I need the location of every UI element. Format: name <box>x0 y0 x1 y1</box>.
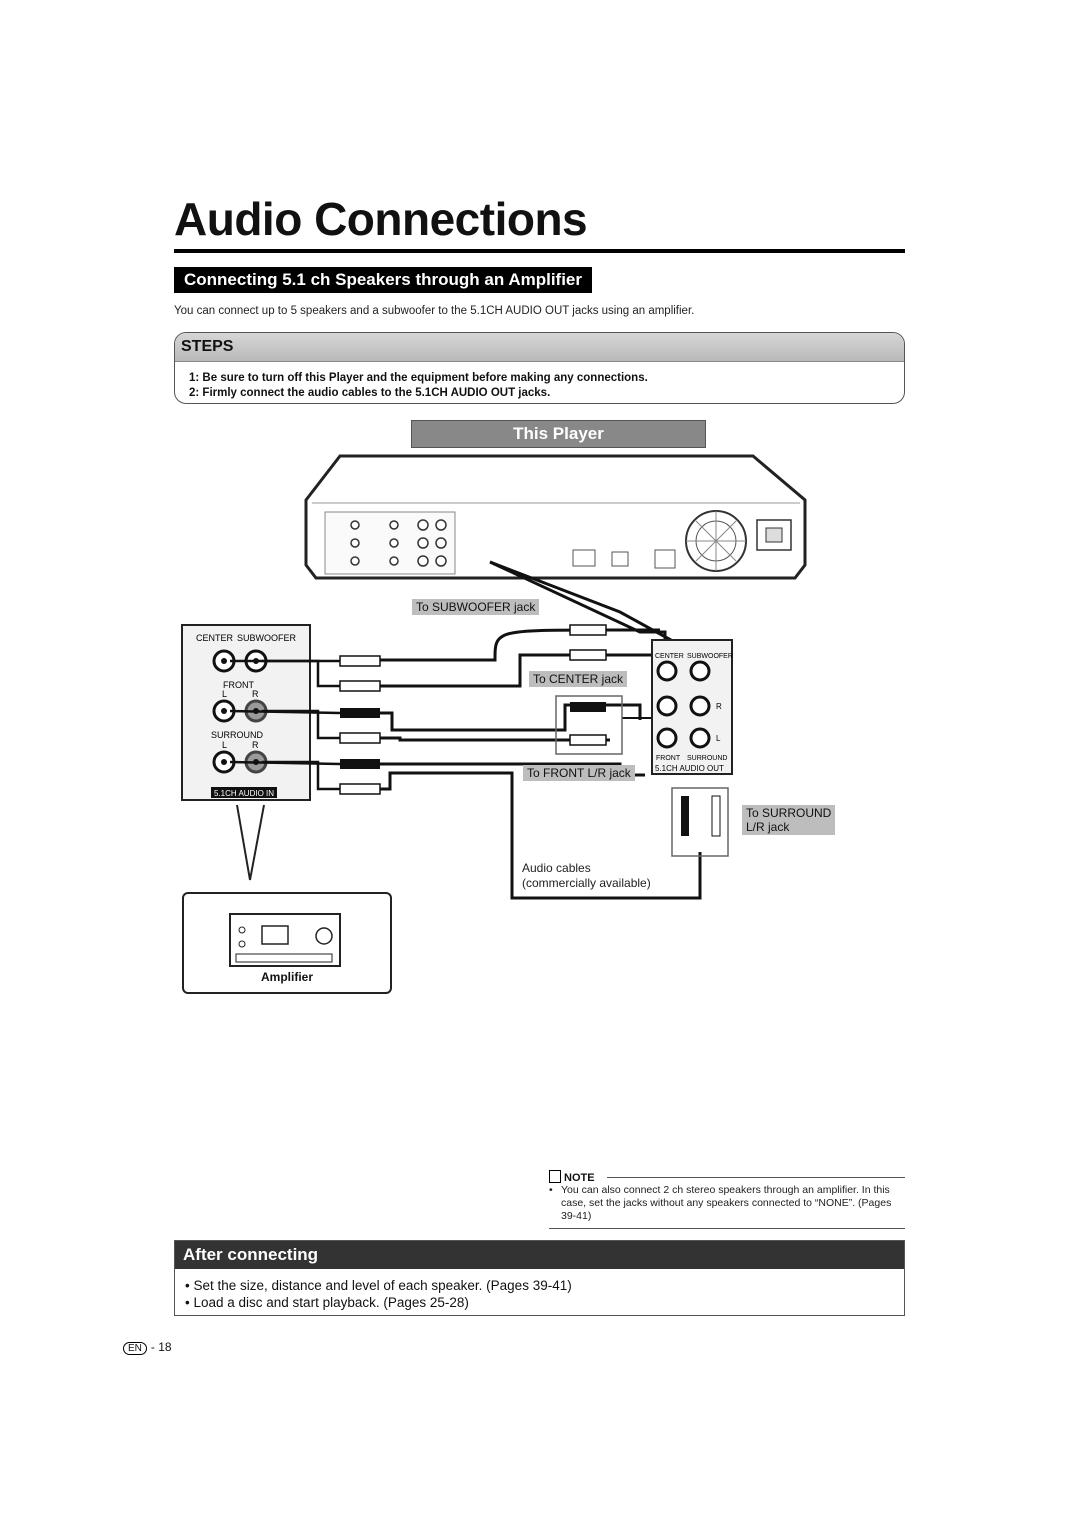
amplifier-icon <box>228 912 346 970</box>
note-rule <box>607 1177 905 1178</box>
steps-box <box>174 332 905 404</box>
after-connecting-list <box>185 1277 572 1311</box>
after-item: • Set the size, distance and level of each speaker. (Pages 39-41) <box>185 1278 572 1293</box>
page-number <box>123 1340 172 1355</box>
to-subwoofer-label: To SUBWOOFER jack <box>412 599 539 615</box>
out-surround-label: SURROUND <box>687 755 728 762</box>
audio-cables-line-1: Audio cables <box>522 861 591 875</box>
step-item: 2: Firmly connect the audio cables to the 5.1CH AUDIO OUT jacks. <box>189 387 551 399</box>
section-title: Connecting 5.1 ch Speakers through an Amplifier <box>174 267 592 293</box>
to-surround-label <box>742 805 835 835</box>
note-bottom-rule <box>549 1228 905 1229</box>
out-center-label: CENTER <box>655 653 684 660</box>
amp-surround-l-label: L <box>222 740 228 750</box>
page-title: Audio Connections <box>174 193 588 245</box>
after-connecting-box <box>174 1240 905 1316</box>
connection-diagram <box>0 440 1080 1000</box>
note-text <box>549 1184 905 1223</box>
pointer-to-amplifier <box>237 805 264 880</box>
surround-plugs <box>672 788 728 856</box>
amplifier-box <box>182 892 392 994</box>
rca-plugs-amp <box>340 656 380 794</box>
audio-cables-line-2: (commercially available) <box>522 876 651 890</box>
note-heading-text: NOTE <box>564 1172 595 1184</box>
player-rear-panel <box>306 456 805 578</box>
title-rule <box>174 249 905 253</box>
step-item: 1: Be sure to turn off this Player and the equipment before making any connections. <box>189 372 648 384</box>
amp-front-r-label: R <box>252 689 259 699</box>
page-number-text: - 18 <box>150 1340 172 1354</box>
out-subwoofer-label: SUBWOOFER <box>687 653 733 660</box>
to-front-label: To FRONT L/R jack <box>523 765 635 781</box>
out-front-label: FRONT <box>656 755 681 762</box>
after-item-text: Set the size, distance and level of each speaker. (Pages 39-41) <box>193 1278 572 1293</box>
steps-list <box>189 371 648 401</box>
to-center-label: To CENTER jack <box>529 671 627 687</box>
out-panel-label: 5.1CH AUDIO OUT <box>655 764 724 773</box>
this-player-label: This Player <box>411 420 706 448</box>
amp-surround-label: SURROUND <box>211 730 264 740</box>
out-l-label: L <box>716 734 721 743</box>
amp-subwoofer-label: SUBWOOFER <box>237 633 297 643</box>
note-heading <box>549 1170 595 1184</box>
after-connecting-heading: After connecting <box>183 1245 319 1264</box>
out-r-label: R <box>716 702 722 711</box>
to-surround-line-1: To SURROUND <box>746 806 832 820</box>
to-surround-line-2: L/R jack <box>746 820 790 834</box>
amp-panel-label: 5.1CH AUDIO IN <box>214 789 275 798</box>
rca-plug-black <box>570 702 606 712</box>
note-bullet: • <box>549 1184 553 1196</box>
audio-cables-label <box>522 861 651 891</box>
after-item-text: Load a disc and start playback. (Pages 25-28) <box>193 1295 469 1310</box>
amp-front-label: FRONT <box>223 680 254 690</box>
after-connecting-header <box>175 1241 904 1269</box>
intro-text: You can connect up to 5 speakers and a subwoofer to the 5.1CH AUDIO OUT jacks using an amplifier. <box>174 305 695 317</box>
amp-front-l-label: L <box>222 689 228 699</box>
amplifier-label: Amplifier <box>260 970 313 984</box>
language-badge: EN <box>123 1342 147 1355</box>
note-body: You can also connect 2 ch stereo speakers through an amplifier. In this case, set the jacks without any speakers connected to “NONE”. (Pages 39-41) <box>561 1184 892 1222</box>
amp-center-label: CENTER <box>196 633 234 643</box>
after-item: • Load a disc and start playback. (Pages 25-28) <box>185 1295 469 1310</box>
steps-heading: STEPS <box>181 338 234 355</box>
steps-header <box>175 333 904 362</box>
amp-surround-r-label: R <box>252 740 259 750</box>
player-output-panel <box>652 640 733 774</box>
note-icon <box>549 1170 561 1183</box>
